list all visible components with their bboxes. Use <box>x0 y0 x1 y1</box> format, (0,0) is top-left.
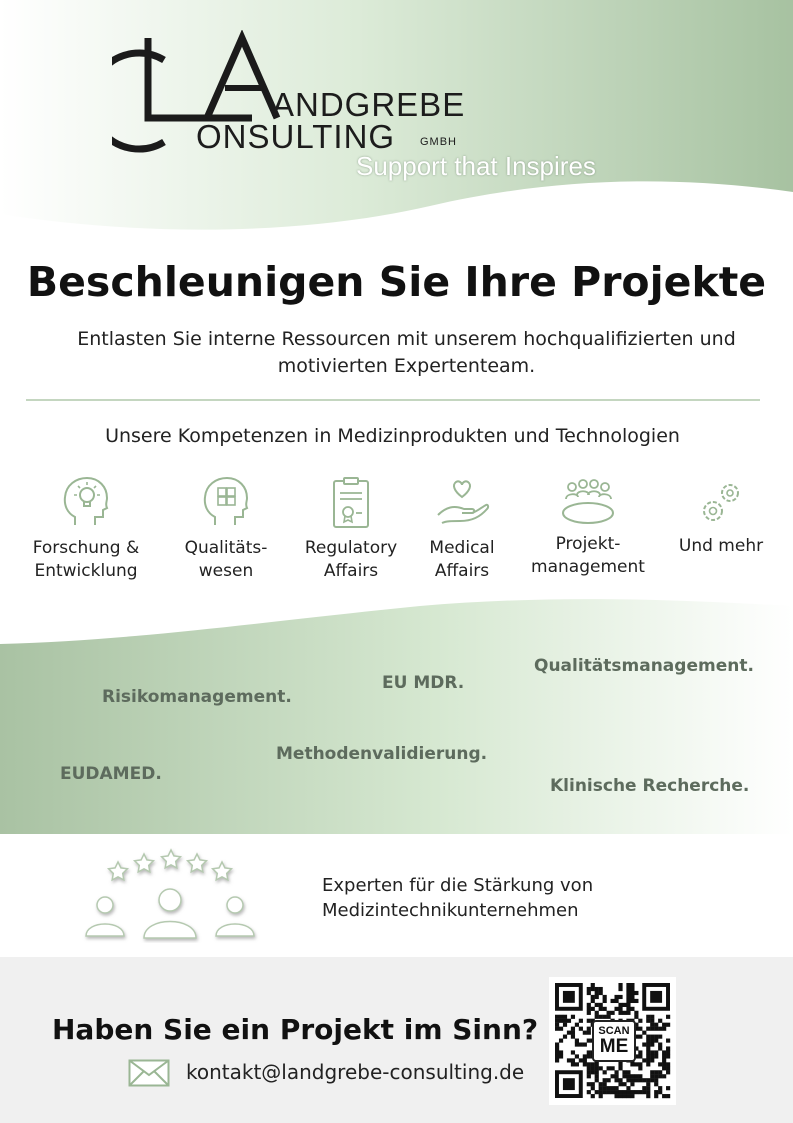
team-table-icon <box>560 475 616 527</box>
person-icon <box>159 889 181 911</box>
logo-line2: ONSULTING <box>196 118 396 155</box>
gears-icon <box>696 475 746 529</box>
logo-line1: ANDGREBE <box>272 86 466 123</box>
star-icon <box>162 850 181 868</box>
person-icon <box>227 897 243 913</box>
competence-label: Und mehr <box>678 536 764 556</box>
competences-title: Unsere Kompetenzen in Medizinprodukten und Technologien <box>105 425 680 447</box>
qr-finder <box>563 991 575 1003</box>
competence-label: Projekt- management <box>531 534 645 577</box>
qr-me-text: ME <box>599 1036 629 1057</box>
competence-item-forschung <box>21 475 151 583</box>
head-lightbulb-icon <box>61 475 111 531</box>
rated-team-icon <box>80 848 265 943</box>
clipboard-certificate-icon <box>326 475 376 531</box>
competence-item-projekt <box>523 475 653 579</box>
keyword-tag: EUDAMED. <box>60 764 162 784</box>
star-icon <box>109 862 128 880</box>
qr-scan-label <box>592 1020 636 1062</box>
hand-heart-icon <box>434 475 490 531</box>
competence-item-qualitaet <box>161 475 291 583</box>
experts-text: Experten für die Stärkung von Medizintechnikunternehmen <box>322 875 594 921</box>
keyword-tag: Methodenvalidierung. <box>276 744 488 764</box>
competence-label: Regulatory Affairs <box>304 538 398 581</box>
competence-label: Medical Affairs <box>429 538 495 581</box>
star-icon <box>135 854 154 872</box>
qr-finder <box>650 991 662 1003</box>
star-icon <box>213 862 232 880</box>
keyword-tag: EU MDR. <box>382 673 465 693</box>
star-icon <box>188 854 207 872</box>
head-puzzle-icon <box>201 475 251 531</box>
keywords-band-background <box>0 596 793 836</box>
qr-scan-text: SCAN <box>598 1025 630 1037</box>
cta-heading: Haben Sie ein Projekt im Sinn? <box>52 1013 539 1046</box>
keyword-tag: Risikomanagement. <box>102 687 292 707</box>
competence-label: Qualitäts- wesen <box>184 538 268 581</box>
contact-email-link[interactable]: kontakt@landgrebe-consulting.de <box>186 1060 525 1084</box>
page-title: Beschleunigen Sie Ihre Projekte <box>26 258 767 306</box>
competence-item-medical <box>397 475 527 583</box>
mail-icon <box>128 1059 170 1087</box>
divider <box>26 399 760 401</box>
tagline: Support that Inspires <box>356 151 596 181</box>
competence-label: Forschung & Entwicklung <box>32 538 140 581</box>
keyword-tag: Klinische Recherche. <box>550 776 750 796</box>
competence-item-mehr <box>656 475 786 558</box>
qr-finder <box>563 1078 575 1090</box>
keyword-tag: Qualitätsmanagement. <box>534 656 754 676</box>
logo-suffix: GMBH <box>420 136 457 148</box>
page-subtitle: Entlasten Sie interne Ressourcen mit unserem hochqualifizierten und motivierten Expertenteam. <box>77 328 736 377</box>
person-icon <box>97 897 113 913</box>
